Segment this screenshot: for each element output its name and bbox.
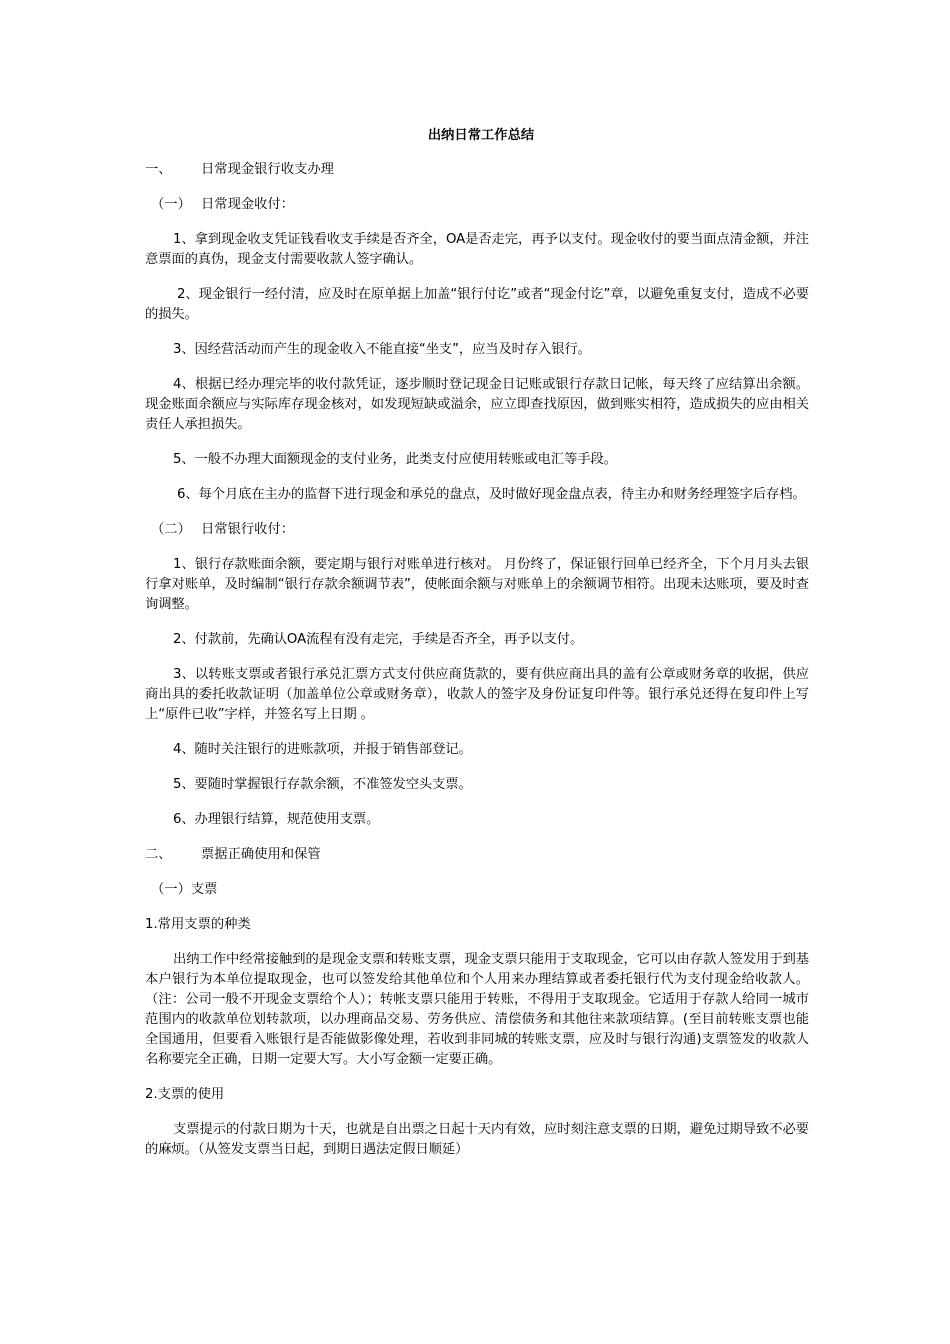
subsection-bank-title: 日常银行收付： <box>201 522 295 537</box>
subsection-cheque-heading: （一）支票 <box>151 882 218 897</box>
cash-item-4: 4、根据已经办理完毕的收付款凭证，逐步顺时登记现金日记账或银行存款日记帐，每天终了应结算出余额。现金账面余额应与实际库存现金核对，如发现短缺或溢余，应立即查找原因，做到账实相符，造成损失的应由相关责任人承担损失。 <box>145 377 809 432</box>
subsection-cash-heading <box>145 195 809 215</box>
cheque-usage-paragraph: 支票提示的付款日期为十天，也就是自出票之日起十天内有效，应时刻注意支票的日期，避免过期导致不必要的麻烦。（从签发支票当日起，到期日遇法定假日顺延） <box>145 1122 809 1157</box>
document-title: 出纳日常工作总结 <box>427 128 535 143</box>
bank-item-6: 6、办理银行结算，规范使用支票。 <box>173 812 380 827</box>
subsection-cash-number: （一） <box>151 197 191 212</box>
subsection-bank-heading <box>145 520 809 540</box>
bank-item-2: 2、付款前，先确认OA流程有没有走完，手续是否齐全，再予以支付。 <box>173 632 584 647</box>
cash-item-1: 1、拿到现金收支凭证钱看收支手续是否齐全，OA是否走完，再予以支付。现金收付的要当面点清金额，并注意票面的真伪，现金支付需要收款人签字确认。 <box>145 232 809 267</box>
cash-item-5: 5、一般不办理大面额现金的支付业务，此类支付应使用转账或电汇等手段。 <box>173 452 617 467</box>
bank-item-1: 1、银行存款账面余额，要定期与银行对账单进行核对。 月份终了，保证银行回单已经齐全，下个月月头去银行拿对账单，及时编制“银行存款余额调节表”，使帐面余额与对账单上的余额调节相符。出现未达账项，要及时查询调整。 <box>145 557 809 612</box>
cheque-types-heading: 1.常用支票的种类 <box>145 917 251 932</box>
section-2-heading <box>145 845 809 865</box>
bank-item-5: 5、要随时掌握银行存款余额，不准签发空头支票。 <box>173 777 472 792</box>
cheque-usage-heading: 2.支票的使用 <box>145 1087 225 1102</box>
section-1-heading <box>145 160 809 180</box>
cheque-types-paragraph: 出纳工作中经常接触到的是现金支票和转账支票，现金支票只能用于支取现金，它可以由存款人签发用于到基本户银行为本单位提取现金，也可以签发给其他单位和个人用来办理结算或者委托银行代为支付现金给收款人。（注：公司一般不开现金支票给个人）；转帐支票只能用于转账，不得用于支取现金。它适用于存款人给同一城市范围内的收款单位划转款项，以办理商品交易、劳务供应、清偿债务和其他往来款项结算。(至目前转账支票也能全国通用，但要看入账银行是否能做影像处理，若收到非同城的转账支票，应及时与银行沟通)支票签发的收款人名称要完全正确，日期一定要大写。大小写金额一定要正确。 <box>145 952 809 1067</box>
cash-item-6: 6、每个月底在主办的监督下进行现金和承兑的盘点，及时做好现金盘点表，待主办和财务经理签字后存档。 <box>177 487 806 502</box>
section-2-title: 票据正确使用和保管 <box>201 847 321 862</box>
section-1-title: 日常现金银行收支办理 <box>201 162 334 177</box>
subsection-bank-number: （二） <box>151 522 191 537</box>
document-body <box>145 126 809 1175</box>
section-2-number: 二、 <box>145 847 172 862</box>
cash-item-2: 2、现金银行一经付清，应及时在原单据上加盖“银行付讫”或者“现金付讫”章，以避免重复支付，造成不必要的损失。 <box>145 287 809 322</box>
bank-item-3: 3、以转账支票或者银行承兑汇票方式支付供应商货款的，要有供应商出具的盖有公章或财务章的收据，供应商出具的委托收款证明（加盖单位公章或财务章），收款人的签字及身份证复印件等。银行承兑还得在复印件上写上“原件已收”字样，并签名写上日期 。 <box>145 667 809 722</box>
bank-item-4: 4、随时关注银行的进账款项，并报于销售部登记。 <box>173 742 472 757</box>
subsection-cash-title: 日常现金收付： <box>201 197 295 212</box>
cash-item-3: 3、因经营活动而产生的现金收入不能直接“坐支”，应当及时存入银行。 <box>173 342 591 357</box>
section-1-number: 一、 <box>145 162 172 177</box>
